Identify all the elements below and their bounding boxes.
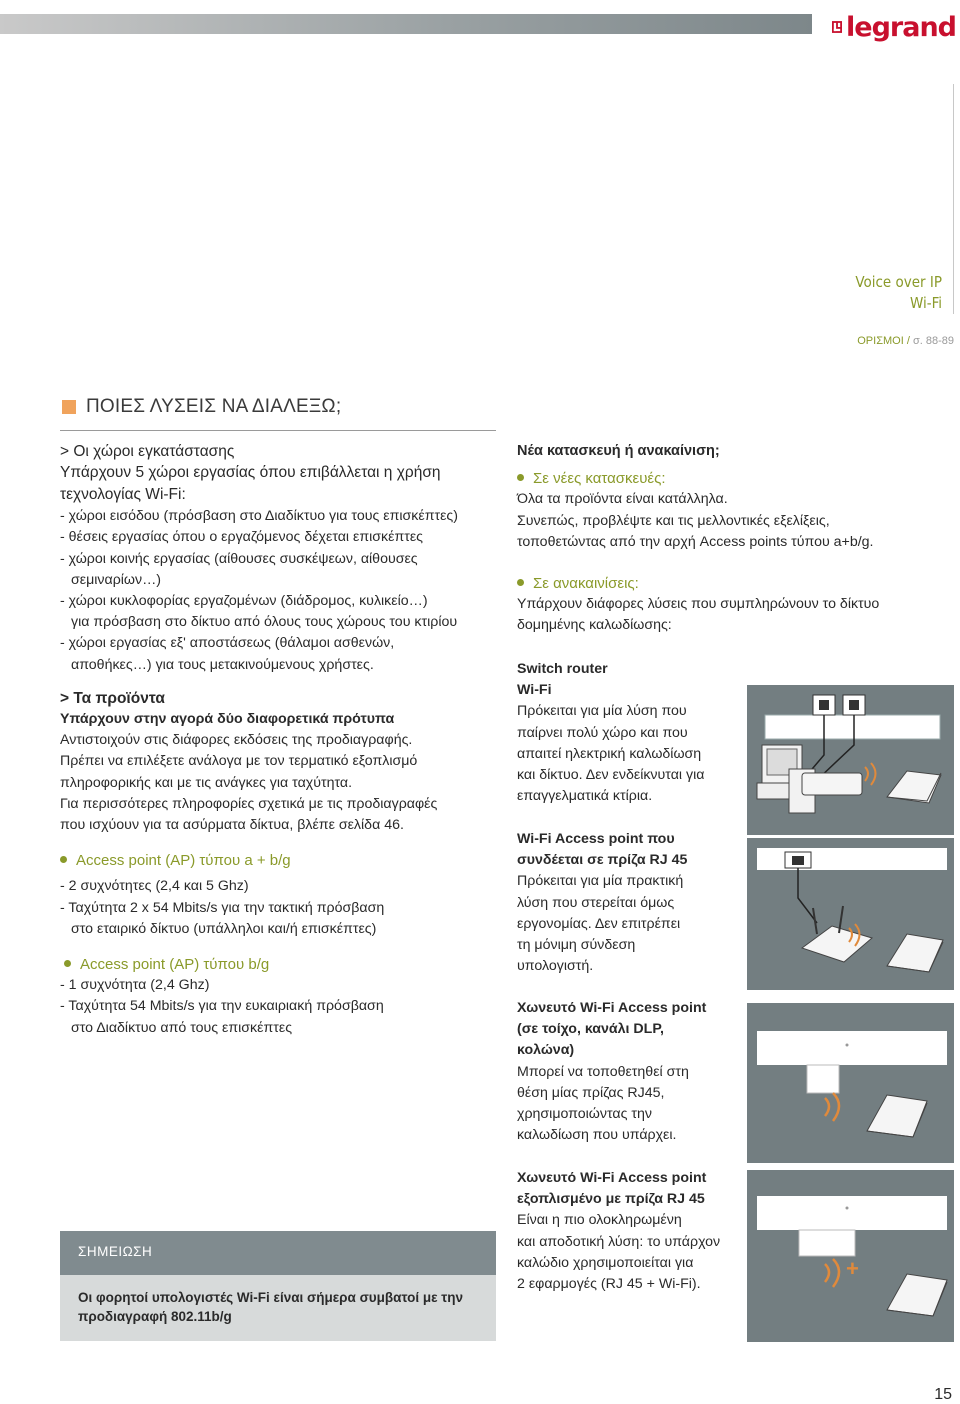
legrand-mark-icon [832,14,842,40]
note-line: Οι φορητοί υπολογιστές Wi-Fi είναι σήμερα συμβατοί με την [78,1290,464,1305]
sol2-line: λύση που στερείται όμως [517,894,675,911]
heading-text: ΠΟΙΕΣ ΛΥΣΕΙΣ ΝΑ ΔΙΑΛΕΞΩ; [86,396,342,417]
ap2-title [60,954,500,975]
note-body [78,1288,488,1326]
ap2-line: - 1 συχνότητα (2,4 Ghz) [60,977,210,994]
side-title-voip: Voice over IP [855,273,942,291]
sol4-title: εξοπλισμένο με πρίζα RJ 45 [517,1191,705,1208]
products-bold: Υπάρχουν στην αγορά δύο διαφορετικά πρότυπα [60,711,395,728]
new-line: τοποθετώντας από την αρχή Access points τύπου a+b/g. [517,533,874,550]
sol3-title: Χωνευτό Wi-Fi Access point [517,1000,707,1016]
plus-icon: + [846,1256,859,1281]
sol2-title: Wi-Fi Access point που [517,831,675,847]
renov-line: δομημένης καλωδίωσης: [517,617,672,634]
sol1-line: απαιτεί ηλεκτρική καλωδίωση [517,745,702,762]
sol4-line: Είναι η πιο ολοκληρωμένη [517,1212,682,1229]
side-divider [953,84,954,314]
products-title: > Τα προϊόντα [60,689,165,707]
spaces-item: αποθήκες…) για τους μετακινούμενους χρήστες. [71,656,374,673]
ap1-line: στο εταιρικό δίκτυο (υπάλληλοι και/ή επισκέπτες) [71,920,377,937]
ap2-line: στο Διαδίκτυο από τους επισκέπτες [71,1019,293,1036]
sol2-line: τη μόνιμη σύνδεση [517,937,636,954]
ap1-title-text: Access point (AP) τύπου a + b/g [76,852,291,870]
right-intro [517,441,947,637]
bullet-dot-icon [60,856,67,863]
ap-rj45-illustration [747,838,954,990]
sol1-line: και δίκτυο. Δεν ενδείκνυται για [517,767,705,784]
renov-line: Υπάρχουν διάφορες λύσεις που συμπληρώνουν το δίκτυο [517,596,880,613]
spaces-title: > Οι χώροι εγκατάστασης [60,443,235,460]
sol2-title: συνδέεται σε πρίζα RJ 45 [517,852,688,869]
left-column [60,441,500,1039]
products-line: Αντιστοιχούν στις διάφορες εκδόσεις της προδιαγραφής. [60,732,413,749]
solution-flush-ap [517,998,742,1146]
sol2-line: εργονομίας. Δεν επιτρέπει [517,915,681,932]
section-heading [62,396,341,418]
sol4-line: καλώδιο χρησιμοποιείται για [517,1254,694,1271]
bullet-dot-icon [64,960,71,967]
spaces-item: - χώροι κοινής εργασίας (αίθουσες συσκέψεων, αίθουσες [60,550,418,567]
sol4-line: και αποδοτική λύση: το υπάρχον [517,1233,721,1250]
products-line: Για περισσότερες πληροφορίες σχετικά με τις προδιαγραφές [60,795,438,812]
spaces-item: για πρόσβαση στο δίκτυο από όλους τους χώρους του κτιρίου [71,614,458,631]
header-bar [0,14,812,34]
new-line: Όλα τα προϊόντα είναι κατάλληλα. [517,491,728,508]
products-line: πληροφορικής και με τις ανάγκες για ταχύτητα. [60,774,353,791]
spaces-item: - θέσεις εργασίας όπου ο εργαζόμενος δέχεται επισκέπτες [60,529,424,546]
side-ref-label: ΟΡΙΣΜΟΙ / [857,335,913,347]
note-box [60,1231,496,1341]
bullet-dot-icon [517,579,524,586]
products-line: που ισχύουν για τα ασύρματα δίκτυα, βλέπε σελίδα 46. [60,817,404,834]
sol1-title: Switch router [517,661,608,677]
renov-title-text: Σε ανακαινίσεις: [533,575,639,593]
sol2-line: υπολογιστή. [517,958,594,975]
page-number: 15 [934,1386,952,1403]
heading-square-icon [62,400,76,414]
solution-switch-router [517,659,742,807]
spaces-item: σεμιναρίων…) [71,571,162,588]
new-title-text: Σε νέες κατασκευές: [533,470,666,488]
switch-router-illustration [747,685,954,835]
sol3-title: κολώνα) [517,1042,575,1059]
note-line: προδιαγραφή 802.11b/g [78,1309,232,1324]
brand-name: legrand [846,11,956,43]
sol3-line: καλωδίωση που υπάρχει. [517,1127,677,1144]
solution-ap-rj45 [517,829,742,977]
sol3-line: θέση μίας πρίζας RJ45, [517,1084,665,1101]
sol1-title: Wi-Fi [517,682,552,699]
ap1-title [60,850,500,871]
spaces-item: - χώροι εργασίας εξ' αποστάσεως (θάλαμοι ασθενών, [60,635,395,652]
side-reference [857,335,954,347]
brand-logo [832,10,956,44]
spaces-item: - χώροι κυκλοφορίας εργαζομένων (διάδρομος, κυλικείο…) [60,593,428,610]
heading-rule [60,430,496,431]
side-title-wifi: Wi-Fi [909,294,942,312]
products-line: Πρέπει να επιλέξετε ανάλογα με τον τερματικό εξοπλισμό [60,753,418,770]
new-line: Συνεπώς, προβλέψτε και τις μελλοντικές εξελίξεις, [517,512,830,529]
side-ref-pages: σ. 88-89 [912,335,954,347]
note-title: ΣΗΜΕΙΩΣΗ [78,1244,153,1259]
spaces-intro-1: Υπάρχουν 5 χώροι εργασίας όπου επιβάλλεται η χρήση [60,464,441,482]
sol1-line: παίρνει πολύ χώρο και που [517,724,688,741]
sol1-line: επαγγελματικά κτίρια. [517,788,653,805]
sol4-title: Χωνευτό Wi-Fi Access point [517,1170,707,1186]
new-title [517,468,947,489]
bullet-dot-icon [517,474,524,481]
ap2-title-text: Access point (AP) τύπου b/g [80,956,270,974]
sol3-line: χρησιμοποιώντας την [517,1106,652,1123]
sol3-line: Μπορεί να τοποθετηθεί στη [517,1063,689,1080]
ap1-line: - 2 συχνότητες (2,4 και 5 Ghz) [60,878,249,895]
ap1-line: - Ταχύτητα 2 x 54 Mbits/s για την τακτική πρόσβαση [60,899,385,916]
construction-title: Νέα κατασκευή ή ανακαίνιση; [517,443,720,459]
sol3-title: (σε τοίχο, κανάλι DLP, [517,1021,664,1038]
note-header [60,1231,496,1275]
renov-title [517,573,947,594]
spaces-item: - χώροι εισόδου (πρόσβαση στο Διαδίκτυο για τους επισκέπτες) [60,508,458,525]
sol2-line: Πρόκειται για μία πρακτική [517,873,684,890]
ap2-line: - Ταχύτητα 54 Mbits/s για την ευκαιριακή πρόσβαση [60,998,384,1015]
solution-flush-ap-rj45 [517,1168,749,1295]
sol4-line: 2 εφαρμογές (RJ 45 + Wi-Fi). [517,1276,701,1293]
flush-ap-illustration [747,1003,954,1163]
sol1-line: Πρόκειται για μία λύση που [517,703,687,720]
spaces-intro-2: τεχνολογίας Wi-Fi: [60,486,186,504]
